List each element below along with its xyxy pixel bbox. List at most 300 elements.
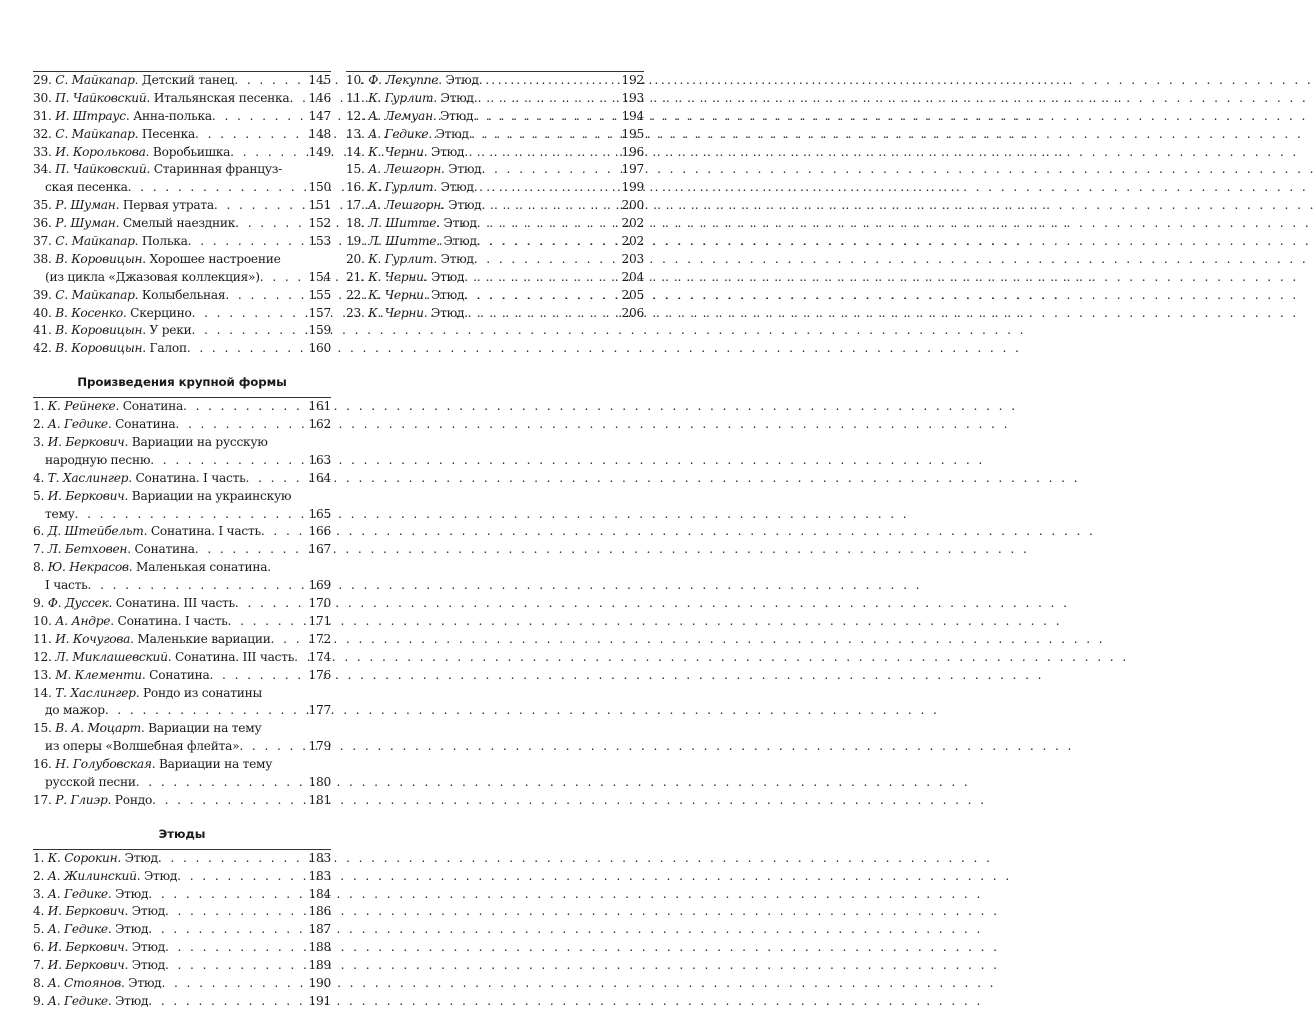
toc-entry-line bbox=[33, 541, 331, 559]
toc-entry-line bbox=[346, 161, 644, 179]
toc-entry-text: 4. Т. Хаслингер. Сонатина. I часть bbox=[33, 470, 246, 485]
dot-leader bbox=[481, 161, 621, 179]
toc-entry-line bbox=[346, 197, 644, 215]
toc-entry-line bbox=[33, 179, 331, 197]
entry-title-continued: ская песенка bbox=[45, 180, 128, 195]
toc-entry bbox=[33, 287, 331, 305]
entry-page-number: 183 bbox=[308, 868, 331, 883]
entry-number: 12. bbox=[346, 108, 365, 123]
toc-entry-line bbox=[33, 720, 331, 738]
toc-entry bbox=[346, 90, 644, 108]
entry-author: Ф. Дуссек bbox=[47, 596, 109, 611]
toc-entry-text: 22. К. Черни. Этюд bbox=[346, 287, 465, 302]
toc-entry bbox=[33, 720, 331, 756]
dot-leader bbox=[161, 975, 308, 993]
entry-author: Т. Хаслингер bbox=[55, 685, 136, 700]
entry-number: 22. bbox=[346, 287, 365, 302]
entry-page-number: 199 bbox=[621, 180, 644, 195]
toc-entry-text: 20. К. Гурлит. Этюд bbox=[346, 251, 474, 266]
toc-entry-text: 10. А. Андре. Сонатина. I часть bbox=[33, 613, 228, 628]
entry-author: С. Майкапар bbox=[55, 234, 135, 249]
dot-leader bbox=[177, 868, 308, 886]
toc-entry-text: 34. П. Чайковский. Старинная француз- bbox=[33, 162, 283, 177]
toc-entry-text: 18. Л. Шитте. Этюд bbox=[346, 216, 477, 231]
dot-leader bbox=[474, 90, 622, 108]
dot-leader bbox=[105, 702, 309, 720]
entry-author: А. Лешгорн bbox=[368, 162, 441, 177]
entry-page-number: 153 bbox=[308, 234, 331, 249]
entry-page-number: 176 bbox=[308, 667, 331, 682]
toc-entry-line bbox=[33, 108, 331, 126]
entry-page-number: 151 bbox=[308, 198, 331, 213]
entry-number: 7. bbox=[33, 542, 45, 557]
entry-page-number: 192 bbox=[621, 73, 644, 87]
toc-entry-text bbox=[45, 774, 136, 792]
toc-entry-line bbox=[33, 126, 331, 144]
toc-entry-line bbox=[33, 72, 331, 90]
section-heading-etudes: Этюды bbox=[158, 826, 206, 841]
entry-title: Этюд bbox=[431, 305, 465, 320]
entry-author: И. Кочугова bbox=[55, 631, 131, 646]
toc-entry bbox=[33, 161, 331, 197]
toc-entry bbox=[346, 72, 644, 90]
toc-entry-line bbox=[33, 559, 331, 577]
entry-title: Сонатина bbox=[115, 417, 176, 432]
entry-author: Р. Глиэр bbox=[55, 792, 108, 807]
toc-entry-text bbox=[45, 738, 239, 756]
entry-title: Скерцино bbox=[130, 305, 192, 320]
entry-number: 17. bbox=[346, 198, 365, 213]
entry-page-number: 164 bbox=[308, 470, 331, 485]
entry-page-number: 154 bbox=[308, 269, 331, 284]
toc-entry-line bbox=[33, 886, 331, 904]
toc-entry-text: 8. А. Стоянов. Этюд bbox=[33, 975, 162, 990]
toc-entry-text: 21. К. Черни. Этюд bbox=[346, 269, 465, 284]
entry-author: И. Беркович bbox=[47, 435, 125, 450]
entry-author: Д. Штейбельт bbox=[47, 524, 144, 539]
entry-page-number: 145 bbox=[308, 73, 331, 87]
entry-page-number: 149 bbox=[308, 144, 331, 159]
entry-author: В. А. Моцарт bbox=[55, 721, 141, 736]
entry-title: Этюд bbox=[115, 886, 149, 901]
toc-entry bbox=[33, 886, 331, 904]
toc-entry bbox=[33, 649, 331, 667]
entry-title: Этюд bbox=[448, 198, 482, 213]
entry-number: 9. bbox=[33, 993, 45, 1008]
toc-entry-line bbox=[33, 287, 331, 305]
toc-entry-text: 16. Н. Голубовская. Вариации на тему bbox=[33, 757, 273, 772]
entry-number: 19. bbox=[346, 234, 365, 249]
dot-leader bbox=[469, 126, 622, 144]
entry-page-number: 181 bbox=[308, 792, 331, 807]
toc-entry-text: 11. И. Кочугова. Маленькие вариации bbox=[33, 631, 271, 646]
entry-page-number: 163 bbox=[308, 452, 331, 467]
toc-entry-line bbox=[33, 667, 331, 685]
entry-page-number: 160 bbox=[308, 341, 331, 356]
entry-page-number: 177 bbox=[308, 703, 331, 718]
toc-entry-line bbox=[33, 452, 331, 470]
entry-author: К. Сорокин bbox=[47, 850, 118, 865]
toc-entry bbox=[346, 233, 644, 251]
entry-author: И. Королькова bbox=[55, 144, 146, 159]
entry-title: Детский танец bbox=[141, 73, 235, 87]
entry-title: Рондо bbox=[114, 792, 153, 807]
toc-entry-line bbox=[33, 251, 331, 269]
toc-entry bbox=[33, 541, 331, 559]
toc-entry-text: 2. А. Гедике. Сонатина bbox=[33, 417, 176, 432]
toc-entry bbox=[33, 398, 331, 416]
entry-title: Галоп bbox=[149, 341, 187, 356]
toc-entry-text: 14. Т. Хаслингер. Рондо из сонатины bbox=[33, 685, 262, 700]
entry-author: А. Лешгорн bbox=[368, 198, 441, 213]
entry-author: И. Беркович bbox=[47, 904, 125, 919]
toc-entry-line bbox=[33, 269, 331, 287]
toc-entry bbox=[33, 90, 331, 108]
dot-leader bbox=[128, 179, 309, 197]
entry-title: Маленькие вариации bbox=[137, 631, 271, 646]
entry-title: Сонатина bbox=[134, 542, 195, 557]
entry-title: Смелый наездник bbox=[122, 216, 236, 231]
entry-number: 4. bbox=[33, 904, 45, 919]
toc-entry-line bbox=[346, 72, 644, 90]
toc-entry-line bbox=[33, 197, 331, 215]
entry-author: А. Гедике bbox=[47, 993, 108, 1008]
entry-page-number: 188 bbox=[308, 940, 331, 955]
entry-page-number: 184 bbox=[308, 886, 331, 901]
dot-leader bbox=[271, 631, 309, 649]
entry-author: А. Гедике bbox=[47, 886, 108, 901]
entry-title: Рондо из сонатины bbox=[142, 685, 262, 700]
toc-entry-text: 12. Л. Миклашевский. Сонатина. III часть bbox=[33, 649, 295, 664]
toc-entry bbox=[346, 305, 644, 323]
toc-entry-line bbox=[33, 975, 331, 993]
dot-leader bbox=[228, 613, 309, 631]
toc-entry-text: 35. Р. Шуман. Первая утрата bbox=[33, 198, 214, 213]
toc-entry-line bbox=[346, 269, 644, 287]
entry-title: Этюд bbox=[128, 975, 162, 990]
entry-title: Первая утрата bbox=[122, 198, 214, 213]
entry-author: Ф. Лекуппе bbox=[368, 73, 439, 87]
entry-number: 40. bbox=[33, 305, 52, 320]
dot-leader bbox=[294, 649, 308, 667]
entry-page-number: 162 bbox=[308, 417, 331, 432]
toc-entry-text bbox=[45, 702, 105, 720]
toc-entry bbox=[33, 322, 331, 340]
entry-number: 3. bbox=[33, 435, 45, 450]
entry-title: Сонатина. I часть bbox=[150, 524, 261, 539]
entry-author: Н. Голубовская bbox=[55, 757, 152, 772]
entry-title: Этюд bbox=[440, 108, 474, 123]
toc-entry bbox=[33, 756, 331, 792]
entry-number: 13. bbox=[346, 126, 365, 141]
toc-entry-line bbox=[346, 215, 644, 233]
toc-entry-text: 6. Д. Штейбельт. Сонатина. I часть bbox=[33, 524, 261, 539]
entry-title: Вариации на украинскую bbox=[131, 488, 292, 503]
etudes-list-continued bbox=[346, 71, 644, 322]
toc-entry bbox=[33, 416, 331, 434]
entry-number: 42. bbox=[33, 341, 52, 356]
toc-entry-text: 13. М. Клементи. Сонатина bbox=[33, 667, 210, 682]
entry-number: 14. bbox=[33, 685, 52, 700]
entry-title: Этюд bbox=[440, 180, 474, 195]
toc-entry-line bbox=[33, 921, 331, 939]
toc-entry-line bbox=[33, 685, 331, 703]
toc-entry-text: 9. А. Гедике. Этюд bbox=[33, 993, 149, 1008]
toc-entry bbox=[33, 631, 331, 649]
entry-page-number: 196 bbox=[621, 144, 644, 159]
entry-number: 34. bbox=[33, 162, 52, 177]
entry-author: А. Лемуан bbox=[368, 108, 433, 123]
entry-number: 29. bbox=[33, 73, 52, 87]
toc-entry-line bbox=[346, 108, 644, 126]
entry-page-number: 150 bbox=[308, 180, 331, 195]
entry-author: И. Беркович bbox=[47, 488, 125, 503]
entry-page-number: 193 bbox=[621, 90, 644, 105]
entry-page-number: 147 bbox=[308, 108, 331, 123]
entry-number: 6. bbox=[33, 940, 45, 955]
toc-entry-line bbox=[33, 90, 331, 108]
entry-page-number: 197 bbox=[621, 162, 644, 177]
toc-entry-text: 2. А. Жилинский. Этюд bbox=[33, 868, 178, 883]
entry-title: Этюд bbox=[143, 868, 178, 883]
toc-entry-line bbox=[33, 434, 331, 452]
toc-entry-line bbox=[33, 738, 331, 756]
entry-title: Этюд bbox=[431, 287, 465, 302]
toc-entry-line bbox=[346, 90, 644, 108]
entry-author: К. Черни bbox=[368, 269, 424, 284]
toc-entry bbox=[33, 595, 331, 613]
dot-leader bbox=[187, 340, 309, 358]
entry-title: Этюд bbox=[440, 251, 474, 266]
entry-number: 12. bbox=[33, 649, 52, 664]
toc-entry-text: 6. И. Беркович. Этюд bbox=[33, 940, 165, 955]
entry-title: Этюд bbox=[445, 73, 479, 87]
entry-number: 15. bbox=[33, 721, 52, 736]
entry-author: И. Беркович bbox=[47, 958, 125, 973]
entry-number: 33. bbox=[33, 144, 52, 159]
entry-page-number: 155 bbox=[308, 287, 331, 302]
entry-author: Л. Шитте bbox=[368, 234, 437, 249]
toc-entry-text: 30. П. Чайковский. Итальянская песенка bbox=[33, 90, 290, 105]
toc-entry bbox=[33, 108, 331, 126]
toc-entry-text: 3. И. Беркович. Вариации на русскую bbox=[33, 435, 268, 450]
entry-author: К. Гурлит bbox=[368, 90, 434, 105]
toc-entry-text: 1. К. Сорокин. Этюд bbox=[33, 850, 158, 865]
dot-leader bbox=[152, 792, 308, 810]
entry-number: 13. bbox=[33, 667, 52, 682]
entry-number: 31. bbox=[33, 108, 52, 123]
toc-entry bbox=[33, 305, 331, 323]
dot-leader bbox=[289, 90, 308, 108]
entry-author: К. Гурлит bbox=[368, 251, 434, 266]
entry-number: 14. bbox=[346, 144, 365, 159]
toc-entry bbox=[33, 993, 331, 1011]
entry-author: А. Андре bbox=[55, 613, 111, 628]
toc-entry bbox=[33, 197, 331, 215]
entry-title: Вариации на русскую bbox=[131, 435, 268, 450]
toc-entry-line bbox=[346, 233, 644, 251]
entry-page-number: 203 bbox=[621, 251, 644, 266]
dot-leader bbox=[158, 850, 309, 868]
toc-entry-line bbox=[346, 179, 644, 197]
toc-entry-line bbox=[33, 577, 331, 595]
dot-leader bbox=[195, 126, 308, 144]
toc-entry-text bbox=[45, 452, 150, 470]
entry-page-number: 152 bbox=[308, 216, 331, 231]
toc-entry bbox=[346, 269, 644, 287]
toc-entry bbox=[33, 144, 331, 162]
toc-entry-line bbox=[33, 993, 331, 1011]
toc-entry-text: 23. К. Черни. Этюд bbox=[346, 305, 465, 320]
toc-entry-text: 15. А. Лешгорн. Этюд bbox=[346, 162, 482, 177]
entry-number: 2. bbox=[33, 868, 45, 883]
toc-entry bbox=[33, 559, 331, 595]
entry-number: 35. bbox=[33, 198, 52, 213]
entry-title-continued: тему bbox=[45, 506, 75, 521]
toc-entry-line bbox=[33, 416, 331, 434]
toc-entry-text: 40. В. Косенко. Скерцино bbox=[33, 305, 192, 320]
entry-title: Этюд bbox=[435, 126, 469, 141]
dot-leader bbox=[148, 886, 308, 904]
toc-entry-line bbox=[33, 649, 331, 667]
toc-entry-text: 41. В. Коровицын. У реки bbox=[33, 323, 192, 338]
entry-title: Колыбельная bbox=[141, 287, 226, 302]
entry-number: 11. bbox=[33, 631, 52, 646]
entry-title: Хорошее настроение bbox=[149, 251, 281, 266]
dot-leader bbox=[234, 72, 308, 90]
entry-number: 7. bbox=[33, 958, 45, 973]
toc-entry bbox=[33, 340, 331, 358]
entry-title: Этюд bbox=[115, 993, 149, 1008]
entry-page-number: 157 bbox=[308, 305, 331, 320]
dot-leader bbox=[477, 215, 622, 233]
toc-entry-text: 36. Р. Шуман. Смелый наездник bbox=[33, 216, 236, 231]
toc-entry-text: 29. С. Майкапар. Детский танец bbox=[33, 73, 235, 87]
entry-page-number: 165 bbox=[308, 506, 331, 521]
toc-entry-text: 5. А. Гедике. Этюд bbox=[33, 922, 149, 937]
entry-author: И. Беркович bbox=[47, 940, 125, 955]
dot-leader bbox=[165, 903, 309, 921]
entry-page-number: 195 bbox=[621, 126, 644, 141]
toc-entry-line bbox=[33, 850, 331, 868]
entry-page-number: 172 bbox=[308, 631, 331, 646]
entry-number: 15. bbox=[346, 162, 365, 177]
toc-entry-text: 8. Ю. Некрасов. Маленькая сонатина. bbox=[33, 560, 271, 575]
dot-leader bbox=[464, 269, 621, 287]
entry-page-number: 194 bbox=[621, 108, 644, 123]
entry-page-number: 200 bbox=[621, 198, 644, 213]
dot-leader bbox=[75, 506, 309, 524]
entry-title: Сонатина. I часть bbox=[135, 470, 246, 485]
entry-author: Л. Бетховен bbox=[47, 542, 128, 557]
dot-leader bbox=[261, 523, 309, 541]
entry-number: 16. bbox=[346, 180, 365, 195]
entry-title-continued: I часть bbox=[45, 578, 88, 593]
toc-entry bbox=[33, 868, 331, 886]
toc-entry bbox=[346, 126, 644, 144]
entry-page-number: 183 bbox=[308, 850, 331, 865]
toc-entry-line bbox=[33, 939, 331, 957]
toc-entry-line bbox=[33, 233, 331, 251]
entry-author: М. Клементи bbox=[55, 667, 142, 682]
entry-page-number: 187 bbox=[308, 922, 331, 937]
toc-entry bbox=[33, 215, 331, 233]
entry-author: П. Чайковский bbox=[55, 90, 147, 105]
entry-number: 20. bbox=[346, 251, 365, 266]
entry-author: В. Коровицын bbox=[55, 323, 143, 338]
toc-entry-text: 7. И. Беркович. Этюд bbox=[33, 958, 165, 973]
dot-leader bbox=[165, 957, 309, 975]
dot-leader bbox=[192, 305, 309, 323]
entry-title: Этюд bbox=[124, 850, 158, 865]
entry-number: 1. bbox=[33, 850, 45, 865]
toc-entry-text: 7. Л. Бетховен. Сонатина bbox=[33, 542, 195, 557]
entry-number: 21. bbox=[346, 269, 365, 284]
pieces-list bbox=[33, 71, 331, 358]
entry-author: П. Чайковский bbox=[55, 162, 147, 177]
entry-page-number: 169 bbox=[308, 578, 331, 593]
toc-entry bbox=[33, 233, 331, 251]
entry-author: В. Косенко bbox=[55, 305, 123, 320]
dot-leader bbox=[209, 667, 308, 685]
toc-entry bbox=[33, 975, 331, 993]
large-forms-list bbox=[33, 397, 331, 809]
toc-entry-line bbox=[33, 702, 331, 720]
dot-leader bbox=[214, 197, 309, 215]
entry-title-continued: из оперы «Волшебная флейта» bbox=[45, 739, 240, 754]
entry-author: А. Стоянов bbox=[47, 975, 121, 990]
entry-number: 36. bbox=[33, 216, 52, 231]
entry-number: 41. bbox=[33, 323, 52, 338]
entry-title-continued: до мажор bbox=[45, 703, 105, 718]
entry-author: А. Жилинский bbox=[47, 868, 137, 883]
entry-title: Этюд bbox=[443, 216, 477, 231]
dot-leader bbox=[260, 269, 309, 287]
toc-entry bbox=[33, 921, 331, 939]
entry-number: 17. bbox=[33, 792, 52, 807]
toc-entry-line bbox=[33, 774, 331, 792]
toc-entry-text bbox=[45, 577, 87, 595]
toc-entry bbox=[33, 957, 331, 975]
entry-number: 23. bbox=[346, 305, 365, 320]
entry-number: 37. bbox=[33, 234, 52, 249]
toc-entry-text: 12. А. Лемуан. Этюд bbox=[346, 108, 474, 123]
etudes-list bbox=[33, 849, 331, 1011]
toc-entry-text bbox=[45, 269, 260, 287]
entry-author: С. Майкапар bbox=[55, 287, 135, 302]
toc-entry bbox=[33, 434, 331, 470]
toc-entry bbox=[33, 903, 331, 921]
toc-entry bbox=[33, 488, 331, 524]
toc-entry-line bbox=[33, 957, 331, 975]
toc-entry bbox=[33, 685, 331, 721]
toc-entry bbox=[33, 939, 331, 957]
section-heading-large-forms: Произведения крупной формы bbox=[77, 375, 287, 390]
toc-entry-text: 17. Р. Глиэр. Рондо bbox=[33, 792, 153, 807]
entry-page-number: 166 bbox=[308, 524, 331, 539]
entry-author: А. Гедике bbox=[47, 922, 108, 937]
toc-entry-text: 15. В. А. Моцарт. Вариации на тему bbox=[33, 721, 262, 736]
entry-title-continued: (из цикла «Джазовая коллекция») bbox=[45, 269, 260, 284]
entry-number: 38. bbox=[33, 251, 52, 266]
toc-entry-text bbox=[45, 506, 75, 524]
entry-page-number: 191 bbox=[308, 993, 331, 1008]
entry-number: 9. bbox=[33, 596, 45, 611]
dot-leader bbox=[235, 215, 308, 233]
dot-leader bbox=[464, 305, 621, 323]
entry-title: Сонатина. III часть bbox=[115, 596, 235, 611]
toc-entry-line bbox=[33, 595, 331, 613]
